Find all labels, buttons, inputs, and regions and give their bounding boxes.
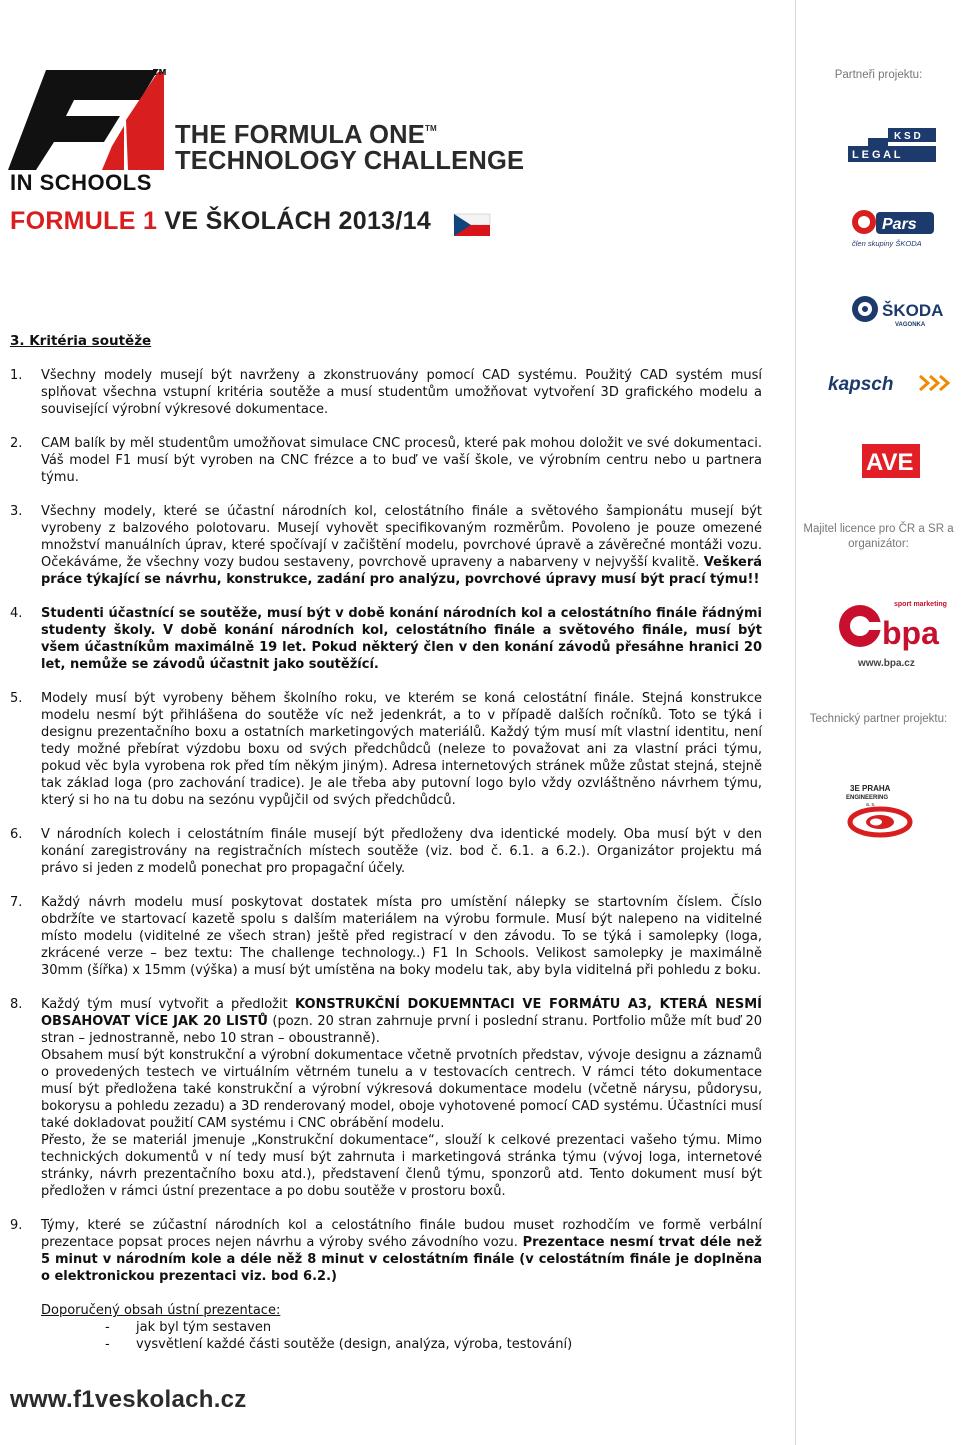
season-title: FORMULE 1 VE ŠKOLÁCH 2013/14 bbox=[10, 207, 432, 235]
ave-icon bbox=[862, 444, 920, 478]
item-paragraph: Přesto, že se materiál jmenuje „Konstrukční dokumentace“, slouží k celkové prezentaci vašeho týmu. Mimo technických dokumentů v ní tedy musí být zahrnuta i marketingová stránka týmu (vývoj loga, internetové stránky, návrh prezentačního boxu atd.), představení členů týmu, sponzorů atd. Tento dokument musí být předložen v rámci ústní prezentace a po dobu soutěže v prostoru boxů. bbox=[41, 1133, 762, 1199]
svg-text:K S D: K S D bbox=[894, 131, 921, 142]
item-text: Modely musí být vyrobeny během školního roku, ve kterém se koná celostátní finále. Stejná konstrukce modelu nesmí být přihlášena do soutěže víc než jedenkrát, a to v případě dalších ročníků. Toto se týká i designu prezentačního boxu a ostatních marketingových materiálů. Každý tým musí mít vlastní identitu, není tedy možné přebírat výzdobu boxu od svých předchůdců (neleze to považovat ani za vlastní práci týmu, pokud věc byla vyrobena rok před tím někým jiným). Adresa internetových stránek může zůstat stejná, stejně tak základ loga (pro zachování tradice). Je ale třeba aby putovní logo bylo vždy ozvláštněno návrhem týmu, který si ho na tu dobu na sezónu vypůjčil od svých předchůdců. bbox=[41, 691, 762, 808]
bullet-item: - jak byl tým sestaven bbox=[105, 1320, 272, 1335]
f1-in-schools-logo bbox=[8, 66, 525, 256]
svg-text:www.bpa.cz: www.bpa.cz bbox=[858, 658, 915, 669]
svg-text:člen skupiny ŠKODA: člen skupiny ŠKODA bbox=[852, 239, 922, 248]
item-text: Každý návrh modelu musí poskytovat dostatek místa pro umístění nálepky se startovním číslem. Číslo obdržíte ve startovací kazetě spolu s dalším materiálem na výrobu formule. Musí být nalepeno na viditelné místo modelu (viditelné ze všech stran) ještě před registrací v den závodu. To se týká i samolepky (loga, zkrácené verze – bez textu: The challenge technology..) F1 In Schools. Velikost samolepky je maximálně 30mm (šířka) x 15mm (výška) a musí být umístěna na boky modelu tak, aby byla viditelná při pohledu z boku. bbox=[41, 895, 762, 978]
item-text: CAM balík by měl studentům umožňovat simulace CNC procesů, které pak mohou doložit ve své dokumentaci. Váš model F1 musí být vyroben na CNC frézce a to buď ve vaší škole, ve výrobním centru nebo u partnera týmu. bbox=[41, 436, 762, 485]
criterion-5 bbox=[10, 690, 762, 809]
svg-text:bpa: bpa bbox=[882, 615, 939, 651]
document-body bbox=[10, 333, 762, 1353]
czech-flag-icon bbox=[454, 214, 490, 236]
svg-text:Pars: Pars bbox=[882, 216, 917, 233]
item-text: Všechny modely, které se účastní národních kol, celostátního finále a světového šampionátu musejí být vyrobeny z balzového polotovaru. Musejí vyhovět specifikovaným rozměrům. Povoleno je pouze omezené množství manuálních úprav, které spočívají v začištění modelu, povrchové úpravě a závěrečné montáži vozu. Očekáváme, že všechny vozy budou sestaveny, povrchově upraveny a nabarveny v nejvyšší kvalitě. Veškerá práce týkající se návrhu, konstrukce, zadání pro analýzu, povrchové úpravy musí být prací týmu!! bbox=[41, 504, 762, 587]
trademark-mark: TM bbox=[153, 68, 167, 77]
pars-icon bbox=[850, 208, 942, 250]
kapsch-icon bbox=[828, 370, 956, 398]
licence-label: Majitel licence pro ČR a SR a organizátor: bbox=[803, 523, 954, 550]
criterion-6 bbox=[10, 826, 762, 877]
criterion-7 bbox=[10, 894, 762, 979]
ksd-legal-logo bbox=[848, 128, 936, 168]
svg-text:L E G A L: L E G A L bbox=[852, 149, 901, 161]
svg-text:VAGONKA: VAGONKA bbox=[895, 322, 926, 328]
criterion-1 bbox=[10, 367, 762, 418]
svg-text:ENGINEERING: ENGINEERING bbox=[846, 795, 889, 801]
criterion-8 bbox=[10, 996, 762, 1200]
challenge-title-line1: THE FORMULA ONE™ bbox=[175, 121, 437, 149]
item-text: V národních kolech i celostátním finále musejí být předloženy dva identické modely. Oba musí být v den konání zaregistrovány na registračních místech soutěže (viz. bod č. 6.1. a 6.2.). Organizátor projektu má právo si jeden z modelů ponechat pro propagační účely. bbox=[41, 827, 762, 876]
item-number: 9. bbox=[10, 1218, 23, 1233]
item-number: 6. bbox=[10, 827, 23, 842]
item-number: 3. bbox=[10, 504, 23, 519]
pars-logo bbox=[850, 208, 942, 254]
criterion-9 bbox=[10, 1217, 762, 1285]
item-number: 2. bbox=[10, 436, 23, 451]
partners-label: Partneři projektu: bbox=[834, 69, 923, 81]
item-number: 8. bbox=[10, 997, 23, 1012]
svg-text:a. s.: a. s. bbox=[866, 802, 876, 808]
challenge-title-line2: TECHNOLOGY CHALLENGE bbox=[175, 147, 525, 175]
item-paragraph: Obsahem musí být konstrukční a výrobní dokumentace včetně prvotních představ, vývoje designu a záznamů o provedených testech ve virtuálním větrném tunelu a v testovacích centrech. V rámci této dokumentace musí být předložena také konstrukční a výrobní výkresová dokumentace modelu (včetně nárysu, půdorysu, bokorysu a pohledu zezadu) a 3D renderovaný model, oboje vyhotovené pomocí CAD systému. Účastníci musí také dokladovat použití CAM systému i CNC obrábění modelu. bbox=[41, 1048, 762, 1131]
in-schools-text: IN SCHOOLS bbox=[10, 170, 152, 195]
bpa-icon bbox=[836, 596, 948, 670]
ksd-legal-icon bbox=[848, 128, 936, 164]
3e-praha-icon bbox=[846, 782, 916, 838]
svg-text:kapsch: kapsch bbox=[828, 374, 894, 395]
criterion-3 bbox=[10, 503, 762, 588]
partners-sidebar bbox=[795, 0, 961, 1445]
criterion-2 bbox=[10, 435, 762, 486]
item-number: 4. bbox=[10, 606, 23, 621]
kapsch-logo bbox=[828, 370, 956, 402]
bullet-item: - vysvětlení každé části soutěže (design, analýza, výroba, testování) bbox=[105, 1337, 573, 1352]
svg-text:AVE: AVE bbox=[866, 449, 914, 476]
recommended-content-title: Doporučený obsah ústní prezentace: bbox=[41, 1303, 281, 1318]
footer-website: www.f1veskolach.cz bbox=[10, 1386, 247, 1413]
skoda-vagonka-logo bbox=[851, 294, 944, 332]
svg-text:sport marketing: sport marketing bbox=[894, 601, 947, 608]
svg-text:3E PRAHA: 3E PRAHA bbox=[850, 784, 891, 793]
tech-partner-label: Technický partner projektu: bbox=[809, 713, 948, 725]
svg-text:ŠKODA: ŠKODA bbox=[882, 301, 944, 320]
ave-logo bbox=[862, 444, 920, 482]
item-text: Všechny modely musejí být navrženy a zkonstruovány pomocí CAD systému. Použitý CAD systém musí splňovat všechna vstupní kritéria soutěže a musí studentům umožňovat vytvoření 3D grafického modelu a související výrobní výkresové dokumentace. bbox=[41, 368, 762, 417]
3e-praha-logo bbox=[846, 782, 916, 842]
criterion-4 bbox=[10, 605, 762, 673]
item-text: Každý tým musí vytvořit a předložit KONSTRUKČNÍ DOKUEMNTACI VE FORMÁTU A3, KTERÁ NESMÍ OBSAHOVAT VÍCE JAK 20 LISTŮ (pozn. 20 stran zahrnuje první i poslední stranu. Portfolio může mít buď 20 stran – jednostranně, nebo 10 stran – oboustranně). bbox=[41, 997, 763, 1046]
skoda-icon bbox=[851, 294, 944, 328]
item-number: 5. bbox=[10, 691, 23, 706]
section-heading: 3. Kritéria soutěže bbox=[10, 333, 152, 349]
f1-logo-mark-icon bbox=[8, 66, 168, 176]
item-text: Týmy, které se zúčastní národních kol a celostátního finále budou muset rozhodčím ve formě verbální prezentace popsat proces nejen návrhu a výroby svého závodního vozu. Prezentace nesmí trvat déle než 5 minut v národním kole a déle něž 8 minut v celostátním finále (v celostátním finále je doplněna o elektronickou prezentaci viz. bod 6.2.) bbox=[41, 1218, 762, 1284]
item-text: Studenti účastnící se soutěže, musí být v době konání národních kol a celostátního finále řádnými studenty školy. V době konání národních kol, celostátního finále a světového finále, musí být všem účastníkům maximálně 19 let. Pokud některý člen v den konání závodů přesáhne hranici 20 let, nemůže se závodů účastnit jako soutěžící. bbox=[41, 606, 762, 672]
item-number: 7. bbox=[10, 895, 23, 910]
item-number: 1. bbox=[10, 368, 23, 383]
bpa-logo bbox=[836, 596, 948, 674]
